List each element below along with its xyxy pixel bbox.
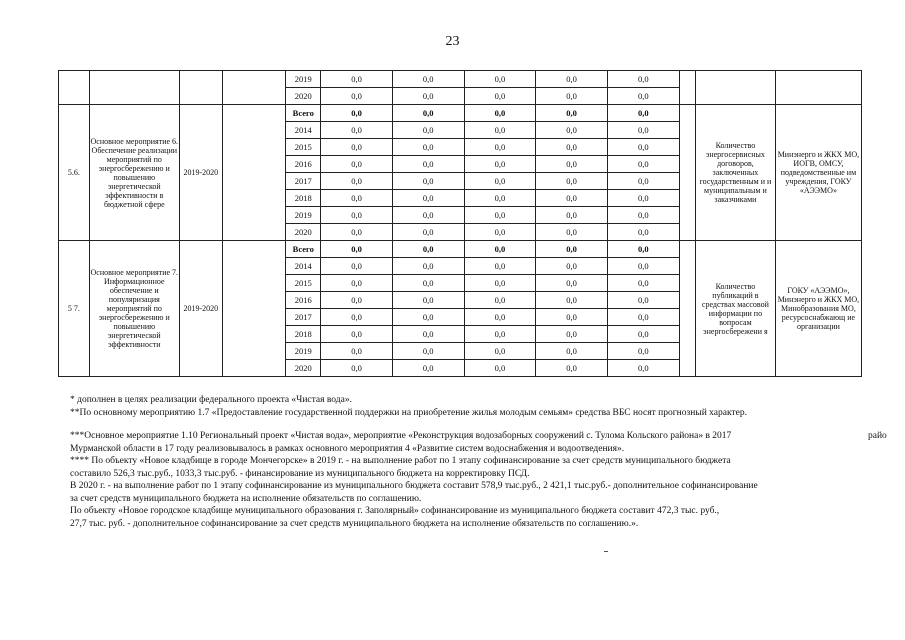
value-cell: 0,0	[321, 224, 393, 241]
value-cell: 0,0	[321, 156, 393, 173]
section-period: 2019-2020	[179, 105, 222, 241]
value-cell: 0,0	[321, 292, 393, 309]
value-cell: 0,0	[464, 71, 536, 88]
value-cell: 0,0	[607, 309, 679, 326]
table-body	[59, 71, 862, 377]
value-cell: 0,0	[392, 275, 464, 292]
period-cell	[179, 71, 222, 105]
value-cell: 0,0	[536, 258, 608, 275]
value-cell: 0,0	[536, 190, 608, 207]
footnote-6: По объекту «Новое городское кладбище муниципального образования г. Заполярный» софинансирование из муниципального бюджета составит 472,3 тыс. руб.,	[70, 506, 720, 516]
value-cell: 0,0	[464, 258, 536, 275]
footnote-3-cont: Мурманской области в 17 году реализовывалось в рамках основного мероприятия 4 «Развитие систем водоснабжения и водоотведения».	[70, 443, 625, 454]
value-cell: 0,0	[536, 207, 608, 224]
year-cell: 2019	[286, 207, 321, 224]
table-row	[59, 71, 862, 88]
value-cell: 0,0	[607, 207, 679, 224]
value-cell: 0,0	[392, 224, 464, 241]
executor-cell	[775, 71, 861, 105]
value-cell: 0,0	[321, 275, 393, 292]
value-cell: 0,0	[321, 241, 393, 258]
value-cell: 0,0	[321, 309, 393, 326]
footnote-2: **По основному мероприятию 1.7 «Предоставление государственной поддержки на приобретение жилья молодым семьям» средства ВБС носят прогнозный характер.	[70, 407, 747, 418]
year-cell: 2020	[286, 88, 321, 105]
value-cell: 0,0	[464, 122, 536, 139]
section-executors: ГОКУ «АЭЭМО», Минэнерго и ЖКХ МО, Минобразования МО, ресурсоснабжающ ие организации	[775, 241, 861, 377]
section-title: Основное мероприятие 7. Информационное обеспечение и популяризация мероприятий по энергосбережению и повышению энергетической эффективности	[89, 241, 179, 377]
value-cell: 0,0	[607, 343, 679, 360]
value-cell: 0,0	[321, 139, 393, 156]
value-cell: 0,0	[536, 173, 608, 190]
section-executors: Минэнерго и ЖКХ МО, ИОГВ, ОМСУ, подведомственные им учреждения, ГОКУ «АЭЭМО»	[775, 105, 861, 241]
value-cell: 0,0	[321, 122, 393, 139]
value-cell: 0,0	[536, 105, 608, 122]
year-cell: 2018	[286, 326, 321, 343]
footnote-3-right: райо	[868, 431, 887, 441]
year-cell: Всего	[286, 241, 321, 258]
year-cell: 2014	[286, 258, 321, 275]
value-cell: 0,0	[464, 173, 536, 190]
value-cell: 0,0	[464, 275, 536, 292]
spacer-cell	[679, 71, 695, 105]
value-cell: 0,0	[464, 326, 536, 343]
year-cell: 2016	[286, 292, 321, 309]
value-cell: 0,0	[536, 122, 608, 139]
value-cell: 0,0	[607, 105, 679, 122]
source-cell	[222, 241, 286, 377]
value-cell: 0,0	[321, 258, 393, 275]
footnote-5: В 2020 г. - на выполнение работ по 1 этапу софинансирование из муниципального бюджета составит 578,9 тыс.руб., 2 421,1 тыс.руб.- дополнительное софинансирование	[70, 481, 758, 491]
value-cell: 0,0	[607, 224, 679, 241]
section-indicator: Количество энергосервисных договоров, заключенных государственным и и муниципальным и заказчиками	[695, 105, 775, 241]
value-cell: 0,0	[607, 241, 679, 258]
value-cell: 0,0	[464, 105, 536, 122]
value-cell: 0,0	[392, 343, 464, 360]
value-cell: 0,0	[321, 360, 393, 377]
value-cell: 0,0	[536, 360, 608, 377]
value-cell: 0,0	[321, 343, 393, 360]
stray-mark	[604, 551, 608, 552]
value-cell: 0,0	[392, 156, 464, 173]
section-indicator: Количество публикаций в средствах массовой информации по вопросам энергосбережени я	[695, 241, 775, 377]
footnote-4-cont: составило 526,3 тыс.руб., 1033,3 тыс.руб. - финансирование из муниципального бюджета на корректировку ПСД.	[70, 468, 530, 479]
year-cell: 2015	[286, 275, 321, 292]
value-cell: 0,0	[392, 173, 464, 190]
value-cell: 0,0	[464, 309, 536, 326]
value-cell: 0,0	[607, 139, 679, 156]
value-cell: 0,0	[536, 241, 608, 258]
table-row	[59, 241, 862, 258]
value-cell: 0,0	[536, 88, 608, 105]
value-cell: 0,0	[392, 292, 464, 309]
value-cell: 0,0	[607, 292, 679, 309]
year-cell: Всего	[286, 105, 321, 122]
value-cell: 0,0	[607, 88, 679, 105]
year-cell: 2019	[286, 71, 321, 88]
value-cell: 0,0	[392, 258, 464, 275]
value-cell: 0,0	[464, 156, 536, 173]
value-cell: 0,0	[392, 122, 464, 139]
value-cell: 0,0	[392, 241, 464, 258]
source-cell	[222, 105, 286, 241]
value-cell: 0,0	[464, 190, 536, 207]
year-cell: 2018	[286, 190, 321, 207]
section-title: Основное мероприятие 6. Обеспечение реализации мероприятий по энергосбережению и повышению энергетической эффективности в бюджетной сфере	[89, 105, 179, 241]
footnote-4: **** По объекту «Новое кладбище в городе Мончегорске» в 2019 г. - на выполнение работ по 1 этапу софинансирование за счет средств муниципального бюджета	[70, 456, 731, 466]
value-cell: 0,0	[392, 360, 464, 377]
value-cell: 0,0	[392, 207, 464, 224]
value-cell: 0,0	[536, 71, 608, 88]
value-cell: 0,0	[464, 292, 536, 309]
year-cell: 2020	[286, 360, 321, 377]
footnote-5-cont: за счет средств муниципального бюджета на исполнение обязательств по соглашению.	[70, 493, 422, 504]
footnote-1: * дополнен в целях реализации федерального проекта «Чистая вода».	[70, 395, 352, 405]
value-cell: 0,0	[607, 190, 679, 207]
value-cell: 0,0	[392, 88, 464, 105]
value-cell: 0,0	[607, 71, 679, 88]
value-cell: 0,0	[607, 360, 679, 377]
value-cell: 0,0	[536, 224, 608, 241]
value-cell: 0,0	[607, 326, 679, 343]
indicator-cell	[695, 71, 775, 105]
year-cell: 2017	[286, 309, 321, 326]
footnote-3	[70, 430, 900, 443]
num-cell	[59, 71, 90, 105]
value-cell: 0,0	[536, 139, 608, 156]
value-cell: 0,0	[536, 343, 608, 360]
value-cell: 0,0	[321, 88, 393, 105]
value-cell: 0,0	[607, 156, 679, 173]
value-cell: 0,0	[321, 326, 393, 343]
value-cell: 0,0	[536, 292, 608, 309]
spacer-cell	[679, 105, 695, 241]
year-cell: 2014	[286, 122, 321, 139]
table-row	[59, 105, 862, 122]
value-cell: 0,0	[536, 326, 608, 343]
year-cell: 2016	[286, 156, 321, 173]
value-cell: 0,0	[464, 343, 536, 360]
title-cell	[89, 71, 179, 105]
value-cell: 0,0	[607, 122, 679, 139]
footnote-6-cont: 27,7 тыс. руб. - дополнительное софинансирование за счет средств муниципального бюджета на исполнение обязательств по соглашению.».	[70, 518, 639, 529]
value-cell: 0,0	[392, 309, 464, 326]
year-cell: 2019	[286, 343, 321, 360]
value-cell: 0,0	[536, 156, 608, 173]
value-cell: 0,0	[392, 71, 464, 88]
value-cell: 0,0	[464, 207, 536, 224]
section-period: 2019-2020	[179, 241, 222, 377]
section-number: 5 7.	[59, 241, 90, 377]
value-cell: 0,0	[607, 275, 679, 292]
value-cell: 0,0	[321, 190, 393, 207]
value-cell: 0,0	[536, 309, 608, 326]
value-cell: 0,0	[392, 105, 464, 122]
footnotes	[70, 394, 900, 530]
value-cell: 0,0	[464, 241, 536, 258]
value-cell: 0,0	[607, 258, 679, 275]
value-cell: 0,0	[464, 224, 536, 241]
year-cell: 2015	[286, 139, 321, 156]
value-cell: 0,0	[464, 88, 536, 105]
value-cell: 0,0	[321, 173, 393, 190]
value-cell: 0,0	[392, 326, 464, 343]
value-cell: 0,0	[464, 360, 536, 377]
value-cell: 0,0	[321, 105, 393, 122]
value-cell: 0,0	[536, 275, 608, 292]
footnote-3-text: ***Основное мероприятие 1.10 Региональный проект «Чистая вода», мероприятие «Реконструкция водозаборных сооружений с. Тулома Кольского района» в 2017	[70, 431, 732, 441]
program-table	[58, 70, 862, 377]
source-cell	[222, 71, 286, 105]
section-number: 5.6.	[59, 105, 90, 241]
value-cell: 0,0	[607, 173, 679, 190]
year-cell: 2017	[286, 173, 321, 190]
value-cell: 0,0	[464, 139, 536, 156]
page-number: 23	[445, 34, 460, 49]
spacer-cell	[679, 241, 695, 377]
year-cell: 2020	[286, 224, 321, 241]
value-cell: 0,0	[321, 207, 393, 224]
value-cell: 0,0	[321, 71, 393, 88]
value-cell: 0,0	[392, 139, 464, 156]
value-cell: 0,0	[392, 190, 464, 207]
